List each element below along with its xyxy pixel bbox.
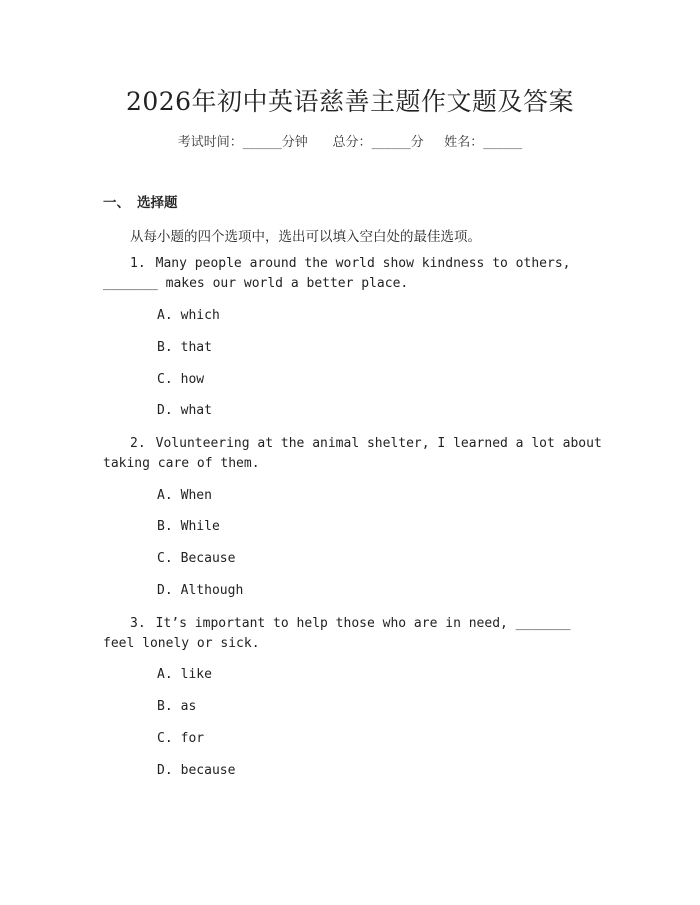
section-number: 一、: [103, 195, 130, 211]
option-1c[interactable]: [157, 372, 204, 387]
option-text: as: [180, 699, 197, 714]
option-3c[interactable]: [157, 731, 204, 746]
score-unit: 分: [410, 135, 424, 150]
option-text: because: [180, 763, 236, 778]
option-text: While: [180, 519, 220, 534]
option-1d[interactable]: [157, 403, 212, 418]
option-3d[interactable]: [157, 763, 235, 778]
option-text: that: [180, 340, 212, 355]
option-2b[interactable]: [157, 519, 220, 534]
option-2c[interactable]: [157, 551, 235, 566]
section-heading: [103, 191, 178, 211]
question-number: 1.: [130, 256, 146, 271]
option-3b[interactable]: [157, 699, 196, 714]
option-1b[interactable]: [157, 340, 212, 355]
option-letter: C.: [157, 551, 173, 566]
question-1: [103, 254, 603, 294]
exam-meta: [0, 131, 700, 150]
time-unit: 分钟: [281, 135, 308, 150]
time-label: 考试时间：: [177, 135, 243, 150]
option-letter: D.: [157, 763, 173, 778]
option-text: Because: [180, 551, 236, 566]
question-text: Volunteering at the animal shelter, I learned a lot about taking care of them.: [103, 436, 602, 471]
option-letter: B.: [157, 519, 173, 534]
question-number: 2.: [130, 436, 146, 451]
option-letter: C.: [157, 372, 173, 387]
option-letter: B.: [157, 340, 173, 355]
question-3: [103, 614, 603, 654]
option-letter: A.: [157, 667, 173, 682]
option-text: what: [180, 403, 212, 418]
question-text: Many people around the world show kindness to others, _______ makes our world a better place.: [103, 256, 571, 291]
section-instruction: 从每小题的四个选项中，选出可以填入空白处的最佳选项。: [130, 229, 481, 245]
score-blank: ______: [371, 135, 411, 150]
option-letter: C.: [157, 731, 173, 746]
option-2a[interactable]: [157, 488, 212, 503]
score-label: 总分：: [332, 135, 372, 150]
option-text: for: [180, 731, 205, 746]
question-number: 3.: [130, 616, 146, 631]
name-blank: ______: [483, 135, 523, 150]
option-letter: A.: [157, 308, 173, 323]
name-label: 姓名：: [444, 135, 484, 150]
time-blank: ______: [242, 135, 282, 150]
option-text: like: [180, 667, 212, 682]
option-letter: B.: [157, 699, 173, 714]
page-title: 2026年初中英语慈善主题作文题及答案: [125, 87, 575, 116]
option-2d[interactable]: [157, 583, 243, 598]
option-text: When: [180, 488, 212, 503]
option-letter: D.: [157, 583, 173, 598]
option-letter: A.: [157, 488, 173, 503]
option-1a[interactable]: [157, 308, 220, 323]
question-text: It’s important to help those who are in need, _______ feel lonely or sick.: [103, 616, 571, 651]
option-text: how: [180, 372, 205, 387]
option-text: Although: [180, 583, 244, 598]
section-title: 选择题: [137, 195, 178, 211]
question-2: [103, 434, 603, 474]
option-3a[interactable]: [157, 667, 212, 682]
option-text: which: [180, 308, 220, 323]
option-letter: D.: [157, 403, 173, 418]
